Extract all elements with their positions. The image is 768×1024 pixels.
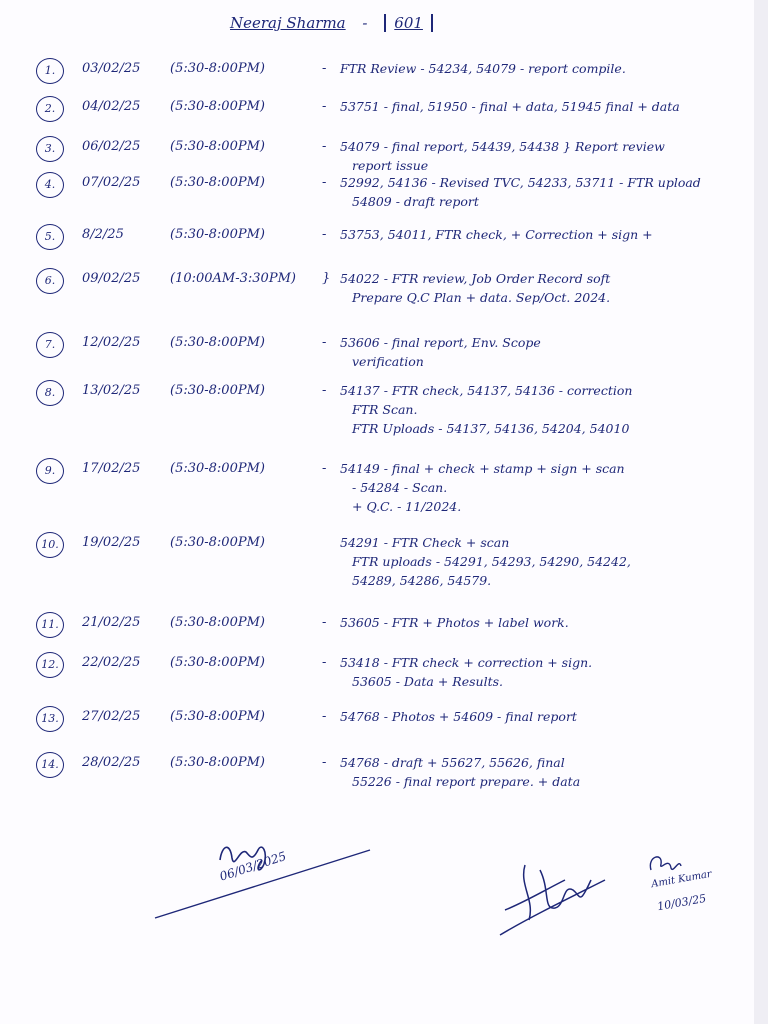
entry-tasks <box>340 535 631 592</box>
entry-number: 8. <box>36 380 64 406</box>
entry-task-line: FTR Scan. <box>352 402 418 417</box>
entry-tasks <box>340 335 541 373</box>
entry-date: 19/02/25 <box>82 535 141 550</box>
entry-tasks <box>340 461 625 518</box>
employee-code: 601 <box>384 14 433 32</box>
entry-task-line: 53605 - Data + Results. <box>352 674 503 689</box>
signature-employee <box>150 830 380 930</box>
entry-number: 1. <box>36 58 64 84</box>
entry-date: 8/2/25 <box>82 227 124 242</box>
entry-task-line: report issue <box>352 158 429 173</box>
entry-task-line: 54768 - Photos + 54609 - final report <box>340 709 577 724</box>
entry-separator: - <box>322 755 327 770</box>
entry-date: 03/02/25 <box>82 61 141 76</box>
entry-time: (5:30-8:00PM) <box>170 615 265 630</box>
entry-time: (5:30-8:00PM) <box>170 335 265 350</box>
approver-name: Amit Kumar <box>650 868 713 891</box>
entry-date: 04/02/25 <box>82 99 141 114</box>
entry-time: (5:30-8:00PM) <box>170 175 265 190</box>
entry-date: 09/02/25 <box>82 271 141 286</box>
entry-separator: - <box>322 383 327 398</box>
entry-time: (5:30-8:00PM) <box>170 709 265 724</box>
entry-number: 7. <box>36 332 64 358</box>
entry-separator: - <box>322 99 327 114</box>
entry-number: 6. <box>36 268 64 294</box>
entry-tasks <box>340 383 632 440</box>
entry-tasks <box>340 655 592 693</box>
entry-task-line: 53753, 54011, FTR check, + Correction + sign + <box>340 227 653 242</box>
entry-time: (5:30-8:00PM) <box>170 655 265 670</box>
entry-date: 13/02/25 <box>82 383 141 398</box>
entry-task-line: 53418 - FTR check + correction + sign. <box>340 655 593 670</box>
entry-separator: - <box>322 709 327 724</box>
entry-task-line: 54149 - final + check + stamp + sign + scan <box>340 461 625 476</box>
signature-approver-initials <box>645 850 685 876</box>
entry-task-line: 54022 - FTR review, Job Order Record soft <box>340 271 611 286</box>
signature-employee-scribble <box>150 830 380 930</box>
entry-separator: - <box>322 139 327 154</box>
entry-tasks <box>340 615 569 634</box>
entry-task-line: 52992, 54136 - Revised TVC, 54233, 53711 - FTR upload <box>340 175 701 190</box>
entry-task-line: Prepare Q.C Plan + data. Sep/Oct. 2024. <box>352 290 611 305</box>
entry-task-line: 53606 - final report, Env. Scope <box>340 335 541 350</box>
entry-number: 9. <box>36 458 64 484</box>
entry-number: 2. <box>36 96 64 122</box>
entry-tasks <box>340 175 701 213</box>
entry-task-line: 54768 - draft + 55627, 55626, final <box>340 755 565 770</box>
entry-separator: - <box>322 335 327 350</box>
entry-date: 22/02/25 <box>82 655 141 670</box>
entry-task-line: + Q.C. - 11/2024. <box>352 499 462 514</box>
entry-task-line: 54291 - FTR Check + scan <box>340 535 510 550</box>
entry-tasks <box>340 227 653 246</box>
entry-number: 14. <box>36 752 64 778</box>
entry-separator: - <box>322 615 327 630</box>
entry-task-line: 55226 - final report prepare. + data <box>352 774 581 789</box>
entry-separator: } <box>322 271 331 286</box>
entry-date: 12/02/25 <box>82 335 141 350</box>
signature-supervisor-scribble <box>495 850 615 940</box>
entry-time: (5:30-8:00PM) <box>170 227 265 242</box>
signature-employee-date: 06/03/2025 <box>217 848 288 884</box>
entry-number: 12. <box>36 652 64 678</box>
entry-number: 3. <box>36 136 64 162</box>
employee-name: Neeraj Sharma <box>230 14 346 32</box>
signature-block <box>0 830 768 950</box>
entry-time: (5:30-8:00PM) <box>170 139 265 154</box>
entry-time: (5:30-8:00PM) <box>170 755 265 770</box>
entry-time: (5:30-8:00PM) <box>170 99 265 114</box>
entry-date: 07/02/25 <box>82 175 141 190</box>
entry-tasks <box>340 139 665 177</box>
entry-task-line: FTR Review - 54234, 54079 - report compile. <box>340 61 626 76</box>
entry-tasks <box>340 271 610 309</box>
entry-date: 21/02/25 <box>82 615 141 630</box>
header-dash: - <box>362 14 368 32</box>
entry-date: 17/02/25 <box>82 461 141 476</box>
entry-date: 27/02/25 <box>82 709 141 724</box>
entry-task-line: verification <box>352 354 424 369</box>
entry-separator: - <box>322 461 327 476</box>
entry-task-line: 53751 - final, 51950 - final + data, 51945 final + data <box>340 99 680 114</box>
page-header <box>230 14 433 32</box>
entry-task-line: FTR Uploads - 54137, 54136, 54204, 54010 <box>352 421 630 436</box>
entry-tasks <box>340 61 626 80</box>
entry-time: (10:00AM-3:30PM) <box>170 271 296 286</box>
entry-task-line: 54079 - final report, 54439, 54438 } Report review <box>340 139 665 154</box>
entry-separator: - <box>322 227 327 242</box>
entry-time: (5:30-8:00PM) <box>170 535 265 550</box>
entry-separator: - <box>322 655 327 670</box>
entry-number: 13. <box>36 706 64 732</box>
approver-date: 10/03/25 <box>656 891 708 914</box>
entry-date: 28/02/25 <box>82 755 141 770</box>
entry-task-line: 54289, 54286, 54579. <box>352 573 492 588</box>
signature-approver <box>645 850 755 960</box>
entry-separator: - <box>322 61 327 76</box>
entry-task-line: FTR uploads - 54291, 54293, 54290, 54242, <box>352 554 631 569</box>
entry-task-line: 53605 - FTR + Photos + label work. <box>340 615 569 630</box>
entry-separator: - <box>322 175 327 190</box>
entry-tasks <box>340 755 580 793</box>
entry-number: 10. <box>36 532 64 558</box>
entry-number: 4. <box>36 172 64 198</box>
entry-tasks <box>340 99 680 118</box>
entry-task-line: 54809 - draft report <box>352 194 479 209</box>
entry-task-line: 54137 - FTR check, 54137, 54136 - correction <box>340 383 633 398</box>
signature-supervisor <box>495 850 615 940</box>
entry-time: (5:30-8:00PM) <box>170 61 265 76</box>
entry-date: 06/02/25 <box>82 139 141 154</box>
entry-task-line: - 54284 - Scan. <box>352 480 448 495</box>
entry-time: (5:30-8:00PM) <box>170 461 265 476</box>
entry-number: 5. <box>36 224 64 250</box>
entry-number: 11. <box>36 612 64 638</box>
entry-time: (5:30-8:00PM) <box>170 383 265 398</box>
entry-tasks <box>340 709 577 728</box>
